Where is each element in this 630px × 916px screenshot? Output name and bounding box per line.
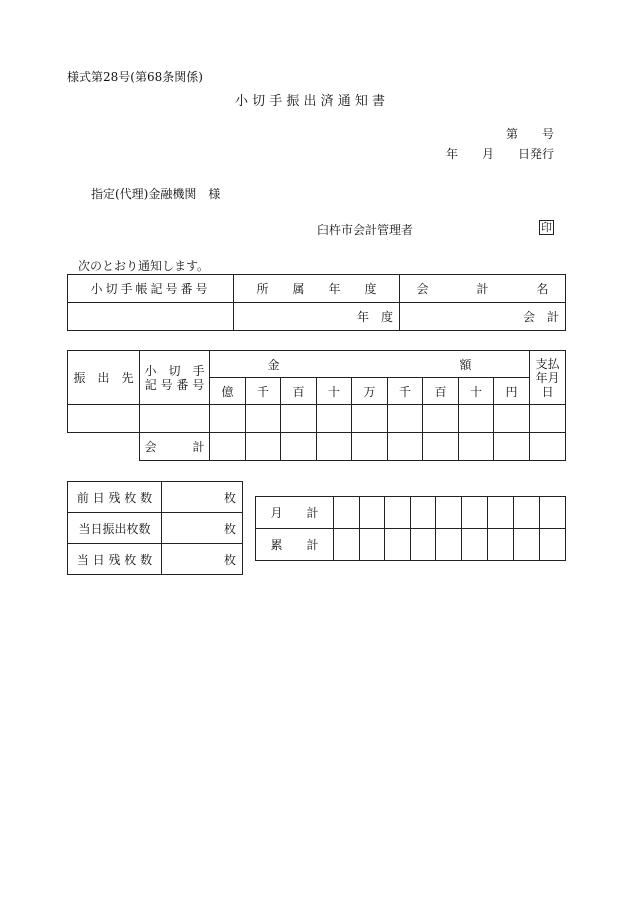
document-number: 第 号 — [506, 127, 555, 141]
checkbook-number-cell[interactable] — [68, 303, 234, 331]
prev-remaining-label: 前 日 残 枚 数 — [68, 482, 162, 513]
amount-digit-cell[interactable] — [352, 405, 388, 433]
amount-digit-cell[interactable] — [459, 405, 494, 433]
totals-table — [255, 496, 566, 561]
checkbook-info-table — [67, 274, 566, 331]
total-digit-cell[interactable] — [246, 433, 281, 461]
payee-cell[interactable] — [68, 405, 140, 433]
prev-remaining-cell[interactable]: 枚 — [162, 482, 243, 513]
cumulative-digit-cell[interactable] — [436, 529, 462, 561]
total-digit-cell[interactable] — [494, 433, 530, 461]
remaining-today-label: 当 日 残 枚 数 — [68, 544, 162, 575]
header-checkbook-number: 小切手帳記号番号 — [68, 275, 234, 303]
monthly-digit-cell[interactable] — [514, 497, 540, 529]
cumulative-digit-cell[interactable] — [360, 529, 385, 561]
total-digit-cell[interactable] — [388, 433, 423, 461]
unit-sen-man: 千 — [246, 378, 281, 405]
amount-digit-cell[interactable] — [210, 405, 246, 433]
cumulative-digit-cell[interactable] — [462, 529, 488, 561]
payment-date-cell[interactable] — [530, 405, 566, 433]
issuer-name: 臼杵市会計管理者 — [317, 223, 414, 237]
header-payee: 振 出 先 — [68, 351, 140, 405]
unit-hyaku: 百 — [423, 378, 459, 405]
total-digit-cell[interactable] — [459, 433, 494, 461]
fiscal-year-cell[interactable]: 年 度 — [234, 303, 400, 331]
header-account-name: 会 計 名 — [400, 275, 566, 303]
cumulative-digit-cell[interactable] — [514, 529, 540, 561]
total-date-cell[interactable] — [530, 433, 566, 461]
issue-date: 年 月 日発行 — [446, 147, 555, 161]
unit-sen: 千 — [388, 378, 423, 405]
issued-today-label: 当日振出枚数 — [68, 513, 162, 544]
total-digit-cell[interactable] — [352, 433, 388, 461]
amount-digit-cell[interactable] — [494, 405, 530, 433]
cumulative-digit-cell[interactable] — [540, 529, 566, 561]
unit-man: 万 — [352, 378, 388, 405]
header-amount: 金 額 — [210, 351, 530, 378]
page-title: 小 切 手 振 出 済 通 知 書 — [235, 94, 386, 109]
form-reference: 様式第28号(第68条関係) — [67, 70, 203, 84]
check-issue-table — [67, 350, 566, 461]
total-digit-cell[interactable] — [210, 433, 246, 461]
total-row — [68, 433, 566, 461]
header-check-number: 小 切 手 記 号 番 号 — [140, 351, 210, 405]
total-digit-cell[interactable] — [317, 433, 352, 461]
amount-digit-cell[interactable] — [281, 405, 317, 433]
remaining-today-cell[interactable]: 枚 — [162, 544, 243, 575]
table-row — [68, 405, 566, 433]
unit-en: 円 — [494, 378, 530, 405]
monthly-digit-cell[interactable] — [385, 497, 411, 529]
unit-hyaku-man: 百 — [281, 378, 317, 405]
cumulative-digit-cell[interactable] — [334, 529, 360, 561]
blank-cell — [68, 433, 140, 461]
amount-digit-cell[interactable] — [317, 405, 352, 433]
issued-today-cell[interactable]: 枚 — [162, 513, 243, 544]
seal-mark: 印 — [541, 221, 552, 234]
total-digit-cell[interactable] — [423, 433, 459, 461]
cumulative-digit-cell[interactable] — [411, 529, 436, 561]
unit-juu: 十 — [459, 378, 494, 405]
header-payment-date: 支払 年月 日 — [530, 351, 566, 405]
intro-text: 次のとおり通知します。 — [78, 259, 210, 273]
cumulative-total-label: 累 計 — [256, 529, 334, 561]
monthly-digit-cell[interactable] — [540, 497, 566, 529]
header-fiscal-year: 所 属 年 度 — [234, 275, 400, 303]
amount-digit-cell[interactable] — [388, 405, 423, 433]
monthly-digit-cell[interactable] — [436, 497, 462, 529]
unit-juu-man: 十 — [317, 378, 352, 405]
monthly-digit-cell[interactable] — [462, 497, 488, 529]
account-name-cell[interactable]: 会 計 — [400, 303, 566, 331]
amount-digit-cell[interactable] — [246, 405, 281, 433]
total-label: 会 計 — [140, 433, 210, 461]
amount-digit-cell[interactable] — [423, 405, 459, 433]
monthly-digit-cell[interactable] — [411, 497, 436, 529]
sheet-count-table — [67, 481, 243, 575]
unit-oku: 億 — [210, 378, 246, 405]
monthly-digit-cell[interactable] — [360, 497, 385, 529]
monthly-digit-cell[interactable] — [488, 497, 514, 529]
check-number-cell[interactable] — [140, 405, 210, 433]
addressee: 指定(代理)金融機関 様 — [91, 187, 221, 201]
cumulative-digit-cell[interactable] — [488, 529, 514, 561]
monthly-digit-cell[interactable] — [334, 497, 360, 529]
monthly-total-label: 月 計 — [256, 497, 334, 529]
total-digit-cell[interactable] — [281, 433, 317, 461]
cumulative-digit-cell[interactable] — [385, 529, 411, 561]
